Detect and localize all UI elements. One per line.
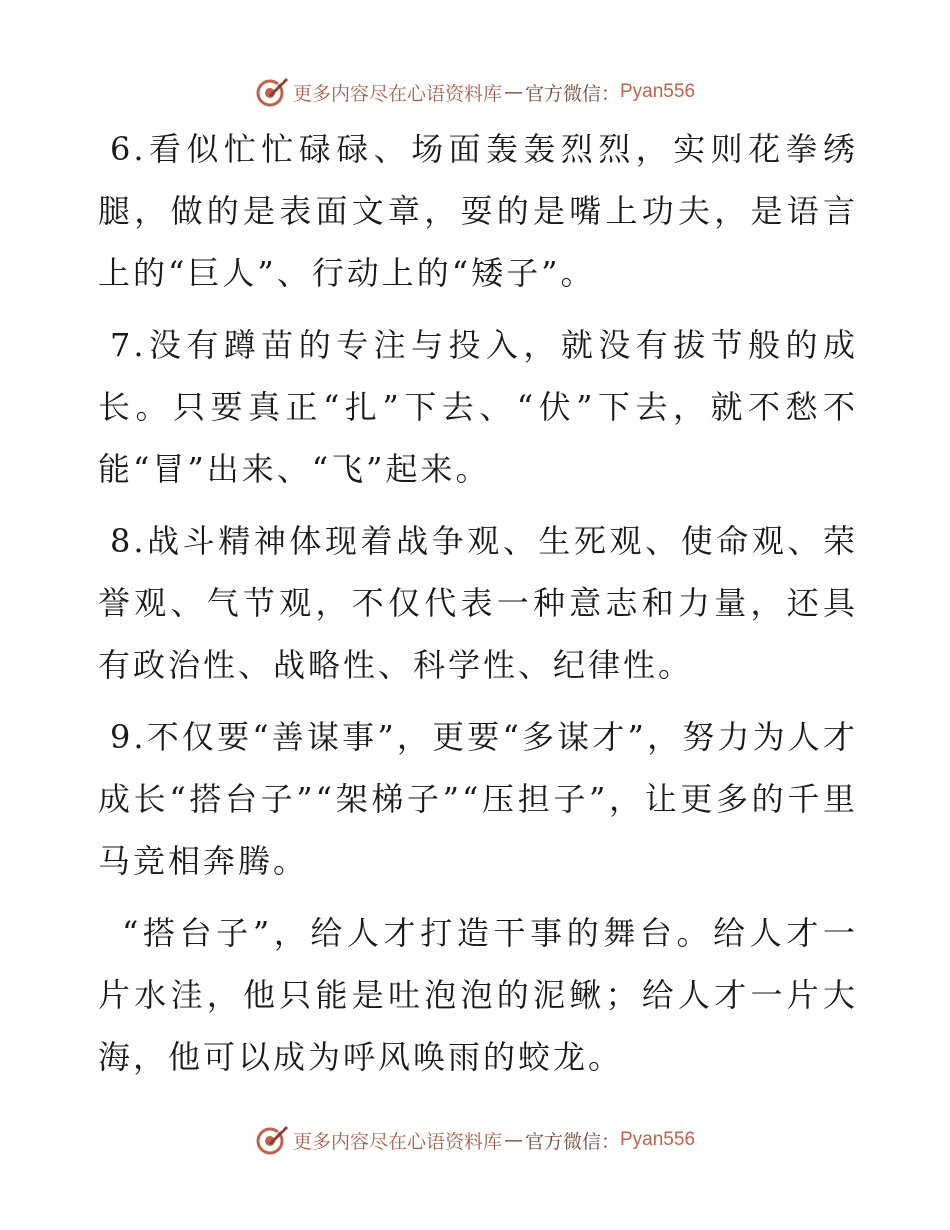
paragraph-7: [98, 314, 858, 500]
quill-pen-seal-icon: [255, 1123, 289, 1157]
paragraph-9-detail: [98, 902, 858, 1088]
footer-separator: —: [503, 1129, 523, 1151]
header-banner: [0, 72, 950, 112]
footer-banner: [0, 1120, 950, 1160]
document-body: [98, 118, 858, 1098]
paragraph-9-detail-text: “搭台子”，给人才打造干事的舞台。给人才一片水洼，他只能是吐泡泡的泥鳅；给人才一片大海，他可以成为呼风唤雨的蛟龙。: [98, 914, 858, 1076]
paragraph-9: [98, 706, 858, 892]
banner-contact-label: 官方微信：: [524, 82, 620, 105]
banner-separator: —: [503, 81, 523, 103]
banner-main-text: 更多内容尽在心语资料库: [292, 82, 502, 105]
paragraph-8: [98, 510, 858, 696]
paragraph-8-text: 8.战斗精神体现着战争观、生死观、使命观、荣誉观、气节观，不仅代表一种意志和力量，还具有政治性、战略性、科学性、纪律性。: [98, 522, 858, 684]
paragraph-6-text: 6.看似忙忙碌碌、场面轰轰烈烈，实则花拳绣腿，做的是表面文章，耍的是嘴上功夫，是语言上的“巨人”、行动上的“矮子”。: [98, 130, 858, 292]
paragraph-6: [98, 118, 858, 304]
footer-contact-id: Pyan556: [620, 1129, 696, 1150]
footer-contact-label: 官方微信：: [524, 1130, 620, 1153]
banner-contact-id: Pyan556: [620, 81, 696, 102]
paragraph-9-text: 9.不仅要“善谋事”，更要“多谋才”，努力为人才成长“搭台子”“架梯子”“压担子”，让更多的千里马竞相奔腾。: [98, 718, 858, 880]
quill-pen-seal-icon: [255, 75, 289, 109]
paragraph-7-text: 7.没有蹲苗的专注与投入，就没有拔节般的成长。只要真正“扎”下去、“伏”下去，就不愁不能“冒”出来、“飞”起来。: [98, 326, 858, 488]
footer-main-text: 更多内容尽在心语资料库: [292, 1130, 502, 1153]
